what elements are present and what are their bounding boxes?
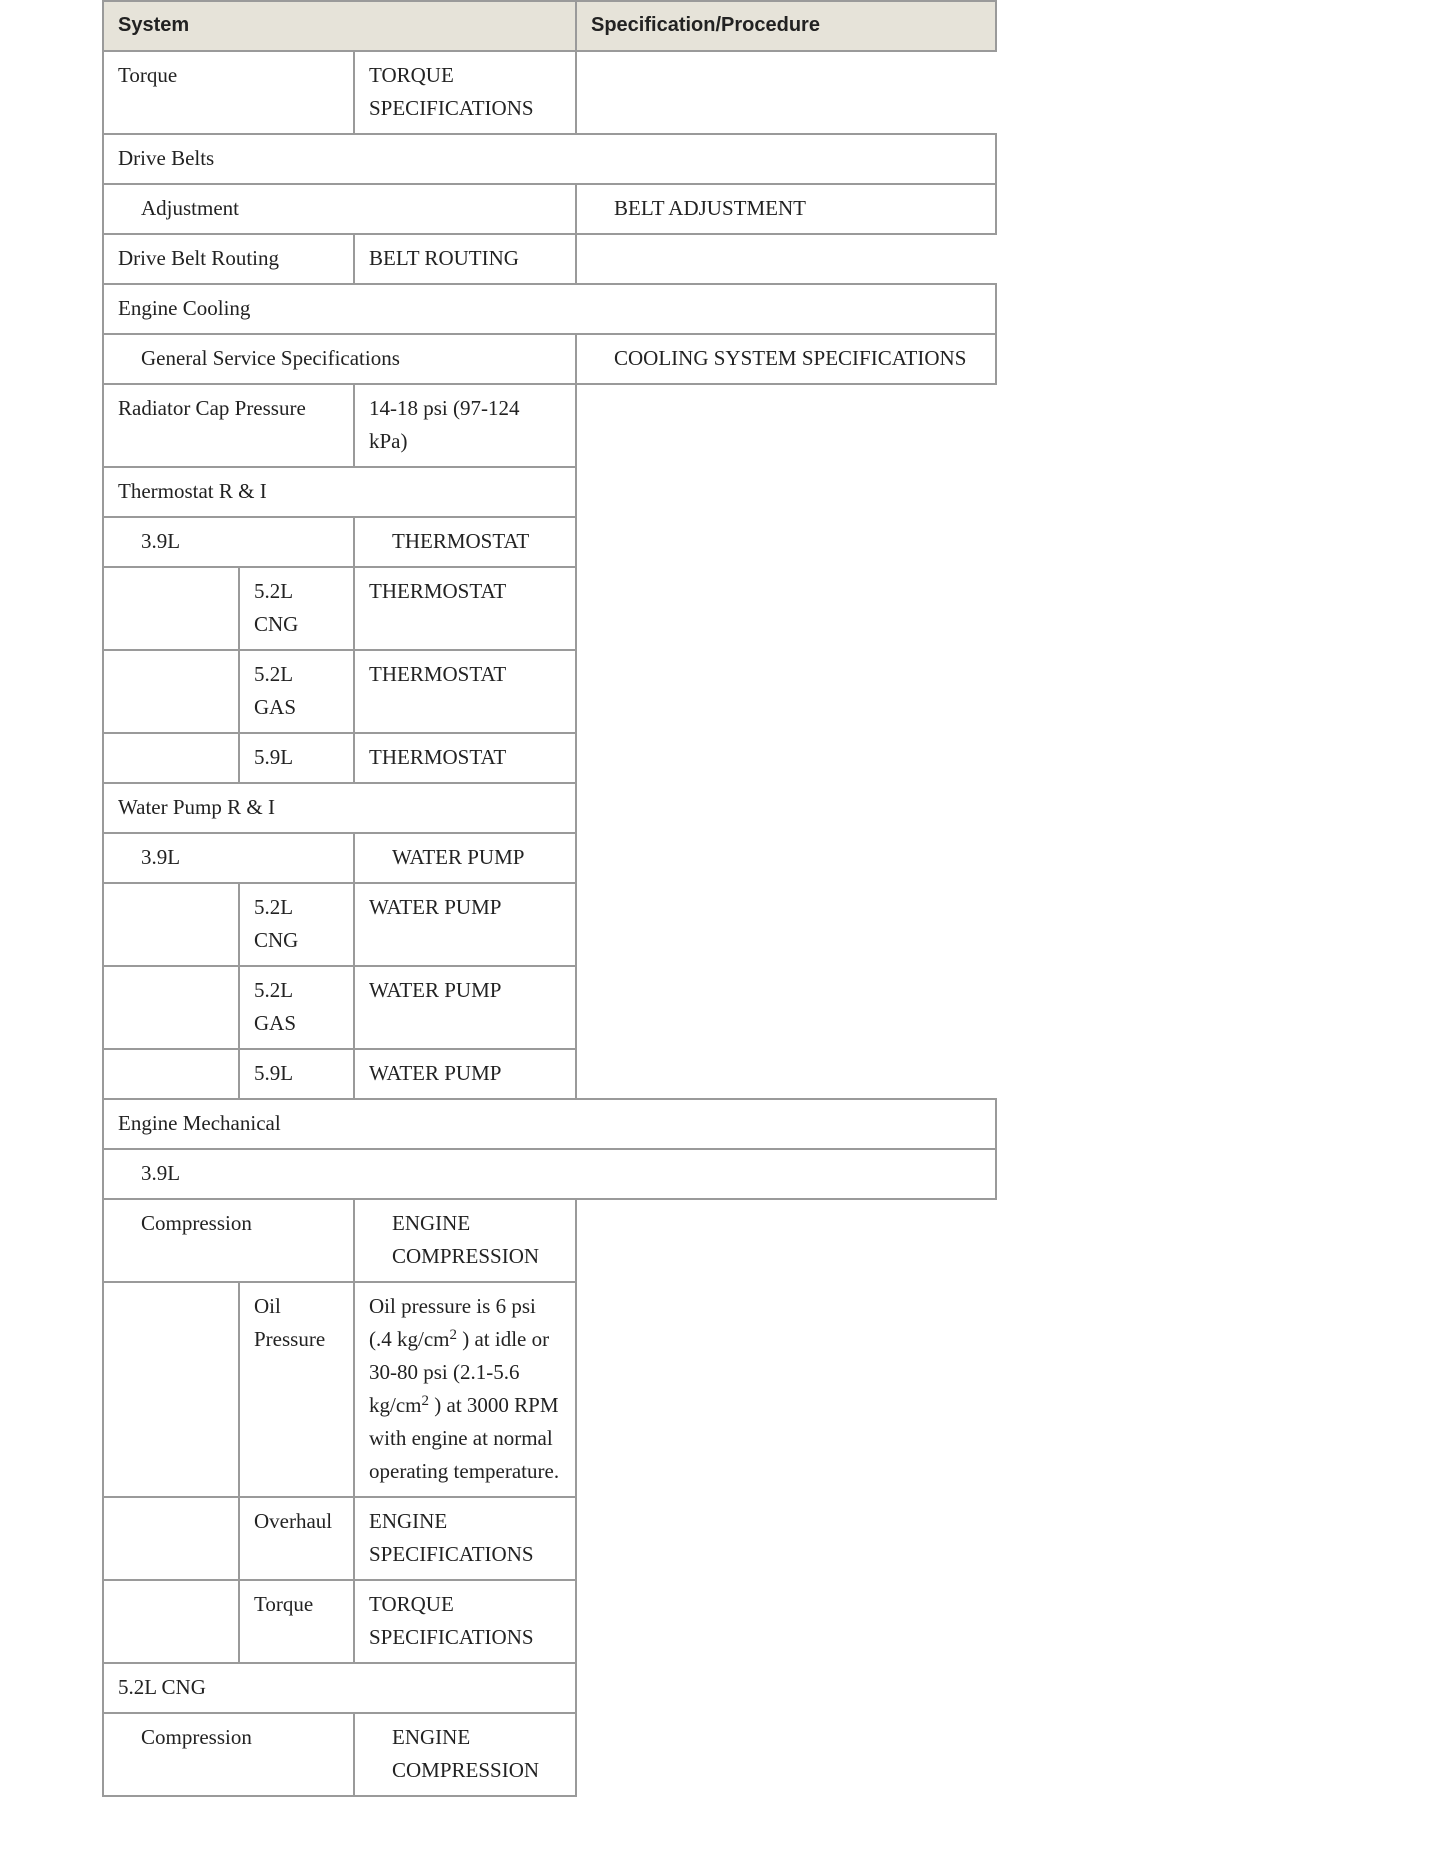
spec-header: Specification/Procedure xyxy=(576,1,996,51)
torque-label: Torque xyxy=(103,51,354,134)
table-row xyxy=(103,234,996,284)
table-row xyxy=(103,650,996,733)
water-pump-title: Water Pump R & I xyxy=(103,783,576,833)
table-row xyxy=(103,1099,996,1149)
overhaul-label: Overhaul xyxy=(239,1497,354,1580)
table-row xyxy=(103,1497,996,1580)
section-drive-belts: Drive Belts xyxy=(103,134,996,184)
table-row xyxy=(103,1199,996,1282)
engine-compression-link[interactable]: ENGINE COMPRESSION xyxy=(392,1725,540,1782)
table-row xyxy=(103,783,996,833)
engine-label: 5.2L GAS xyxy=(239,966,354,1049)
table-row xyxy=(103,517,996,567)
table-row xyxy=(103,1713,996,1796)
belt-adjustment-link[interactable]: BELT ADJUSTMENT xyxy=(614,196,806,220)
compression-label: Compression xyxy=(141,1211,252,1235)
engine-5-2l-cng-title: 5.2L CNG xyxy=(103,1663,576,1713)
table-row xyxy=(103,1663,996,1713)
torque-link[interactable]: TORQUE SPECIFICATIONS xyxy=(354,51,576,134)
general-service-label: General Service Specifications xyxy=(141,346,400,370)
adjustment-label: Adjustment xyxy=(141,196,239,220)
thermostat-link[interactable]: THERMOSTAT xyxy=(354,650,576,733)
water-pump-link[interactable]: WATER PUMP xyxy=(392,845,525,869)
table-row xyxy=(103,1282,996,1497)
table-row xyxy=(103,833,996,883)
section-engine-mechanical: Engine Mechanical xyxy=(103,1099,996,1149)
water-pump-link[interactable]: WATER PUMP xyxy=(354,883,576,966)
belt-routing-link[interactable]: BELT ROUTING xyxy=(354,234,576,284)
engine-3-9l-title: 3.9L xyxy=(141,1161,181,1185)
table-row xyxy=(103,883,996,966)
thermostat-link[interactable]: THERMOSTAT xyxy=(392,529,530,553)
system-header: System xyxy=(103,1,576,51)
table-row xyxy=(103,1049,996,1099)
water-pump-link[interactable]: WATER PUMP xyxy=(354,966,576,1049)
engine-label: 3.9L xyxy=(141,845,181,869)
engine-label: 5.2L GAS xyxy=(239,650,354,733)
torque-label: Torque xyxy=(239,1580,354,1663)
oil-pressure-label: Oil Pressure xyxy=(239,1282,354,1497)
thermostat-title: Thermostat R & I xyxy=(103,467,576,517)
table-row xyxy=(103,467,996,517)
engine-label: 5.2L CNG xyxy=(239,883,354,966)
table-row xyxy=(103,966,996,1049)
engine-compression-link[interactable]: ENGINE COMPRESSION xyxy=(392,1211,540,1268)
table-row xyxy=(103,334,996,384)
table-row xyxy=(103,1149,996,1199)
radiator-cap-value: 14-18 psi (97-124 kPa) xyxy=(354,384,576,467)
water-pump-link[interactable]: WATER PUMP xyxy=(354,1049,576,1099)
engine-label: 3.9L xyxy=(141,529,181,553)
header-row xyxy=(103,1,996,51)
radiator-cap-label: Radiator Cap Pressure xyxy=(103,384,354,467)
table-row xyxy=(103,567,996,650)
table-row xyxy=(103,134,996,184)
section-engine-cooling: Engine Cooling xyxy=(103,284,996,334)
engine-specifications-link[interactable]: ENGINE SPECIFICATIONS xyxy=(354,1497,576,1580)
drive-belt-routing-label: Drive Belt Routing xyxy=(103,234,354,284)
engine-label: 5.9L xyxy=(239,1049,354,1099)
table-row xyxy=(103,384,996,467)
table-row xyxy=(103,1580,996,1663)
thermostat-link[interactable]: THERMOSTAT xyxy=(354,567,576,650)
thermostat-link[interactable]: THERMOSTAT xyxy=(354,733,576,783)
table-row xyxy=(103,284,996,334)
cooling-specs-link[interactable]: COOLING SYSTEM SPECIFICATIONS xyxy=(614,346,967,370)
compression-label: Compression xyxy=(141,1725,252,1749)
specification-table xyxy=(102,0,997,1797)
torque-specifications-link[interactable]: TORQUE SPECIFICATIONS xyxy=(354,1580,576,1663)
table-row xyxy=(103,51,996,134)
oil-pressure-value: Oil pressure is 6 psi (.4 $kg/cm^2$ ) at idle or 30-80 psi (2.1-5.6 $kg/cm^2$ ) at 3000 RPM with engine at normal operating temperature. xyxy=(354,1282,576,1497)
engine-label: 5.2L CNG xyxy=(239,567,354,650)
table-row xyxy=(103,733,996,783)
table-row xyxy=(103,184,996,234)
engine-label: 5.9L xyxy=(239,733,354,783)
